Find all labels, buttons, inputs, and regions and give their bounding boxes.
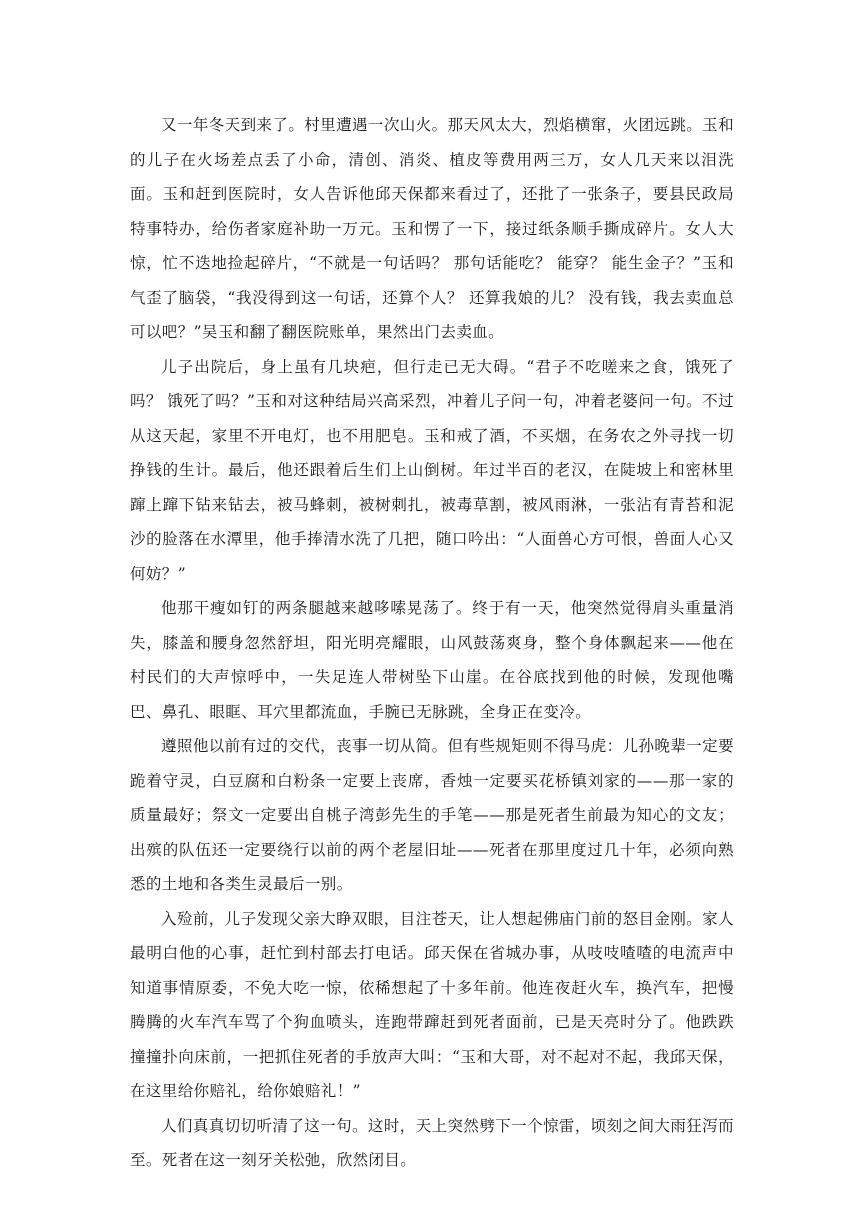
paragraph-5: 入殓前，儿子发现父亲大睁双眼，目注苍天，让人想起佛庙门前的怒目金刚。家人最明白他的心事，赶忙到村部去打电话。邱天保在省城办事，从吱吱喳喳的电流声中知道事情原委，不免大吃一惊，依稀想起了十多年前。他连夜赶火车，换汽车，把慢腾腾的火车汽车骂了个狗血喷头，连跑带蹿赶到死者面前，已是天亮时分了。他跌跌撞撞扑向床前，一把抓住死者的手放声大叫：“玉和大哥，对不起对不起，我邱天保，在这里给你赔礼，给你娘赔礼！” xyxy=(130,909,734,1100)
paragraph-3: 他那干瘦如钉的两条腿越来越哆嗦晃荡了。终于有一天，他突然觉得肩头重量消失，膝盖和腰身忽然舒坦，阳光明亮耀眼，山风鼓荡爽身，整个身体飘起来——他在村民们的大声惊呼中，一失足连人带树坠下山崖。在谷底找到他的时候，发现他嘴巴、鼻孔、眼眶、耳穴里都流血，手腕已无脉跳，全身正在变冷。 xyxy=(130,599,734,721)
paragraph-1: 又一年冬天到来了。村里遭遇一次山火。那天风太大，烈焰横窜，火团远跳。玉和的儿子在火场差点丢了小命，清创、消炎、植皮等费用两三万，女人几天来以泪洗面。玉和赶到医院时，女人告诉他邱天保都来看过了，还批了一张条子，要县民政局特事特办，给伤者家庭补助一万元。玉和愣了一下，接过纸条顺手撕成碎片。女人大惊，忙不迭地捡起碎片，“不就是一句话吗？ 那句话能吃？ 能穿？ 能生金子？”玉和气歪了脑袋，“我没得到这一句话，还算个人？ 还算我娘的儿？ 没有钱，我去卖血总可以吧？”吴玉和翻了翻医院账单，果然出门去卖血。 xyxy=(130,116,734,341)
paragraph-6: 人们真真切切听清了这一句。这时，天上突然劈下一个惊雷，顷刻之间大雨狂泻而至。死者在这一刻牙关松弛，欣然闭目。 xyxy=(130,1116,734,1169)
paragraph-2: 儿子出院后，身上虽有几块疤，但行走已无大碍。“君子不吃嗟来之食，饿死了吗？ 饿死了吗？”玉和对这种结局兴高采烈，冲着儿子问一句，冲着老婆问一句。不过从这天起，家里不开电灯，也不用肥皂。玉和戒了酒，不买烟，在务农之外寻找一切挣钱的生计。最后，他还跟着后生们上山倒树。年过半百的老汉，在陡坡上和密林里蹿上蹿下钻来钻去，被马蜂刺，被树刺扎，被毒草割，被风雨淋，一张沾有青苔和泥沙的脸落在水潭里，他手捧清水洗了几把，随口吟出：“人面兽心方可恨，兽面人心又何妨？” xyxy=(130,357,734,583)
paragraph-4: 遵照他以前有过的交代，丧事一切从简。但有些规矩则不得马虎：儿孙晚辈一定要跪着守灵，白豆腐和白粉条一定要上丧席，香烛一定要买花桥镇刘家的——那一家的质量最好；祭文一定要出自桃子湾彭先生的手笔——那是死者生前最为知心的文友；出殡的队伍还一定要绕行以前的两个老屋旧址——死者在那里度过几十年，必须向熟悉的土地和各类生灵最后一别。 xyxy=(130,737,734,893)
story-text xyxy=(130,108,734,1178)
